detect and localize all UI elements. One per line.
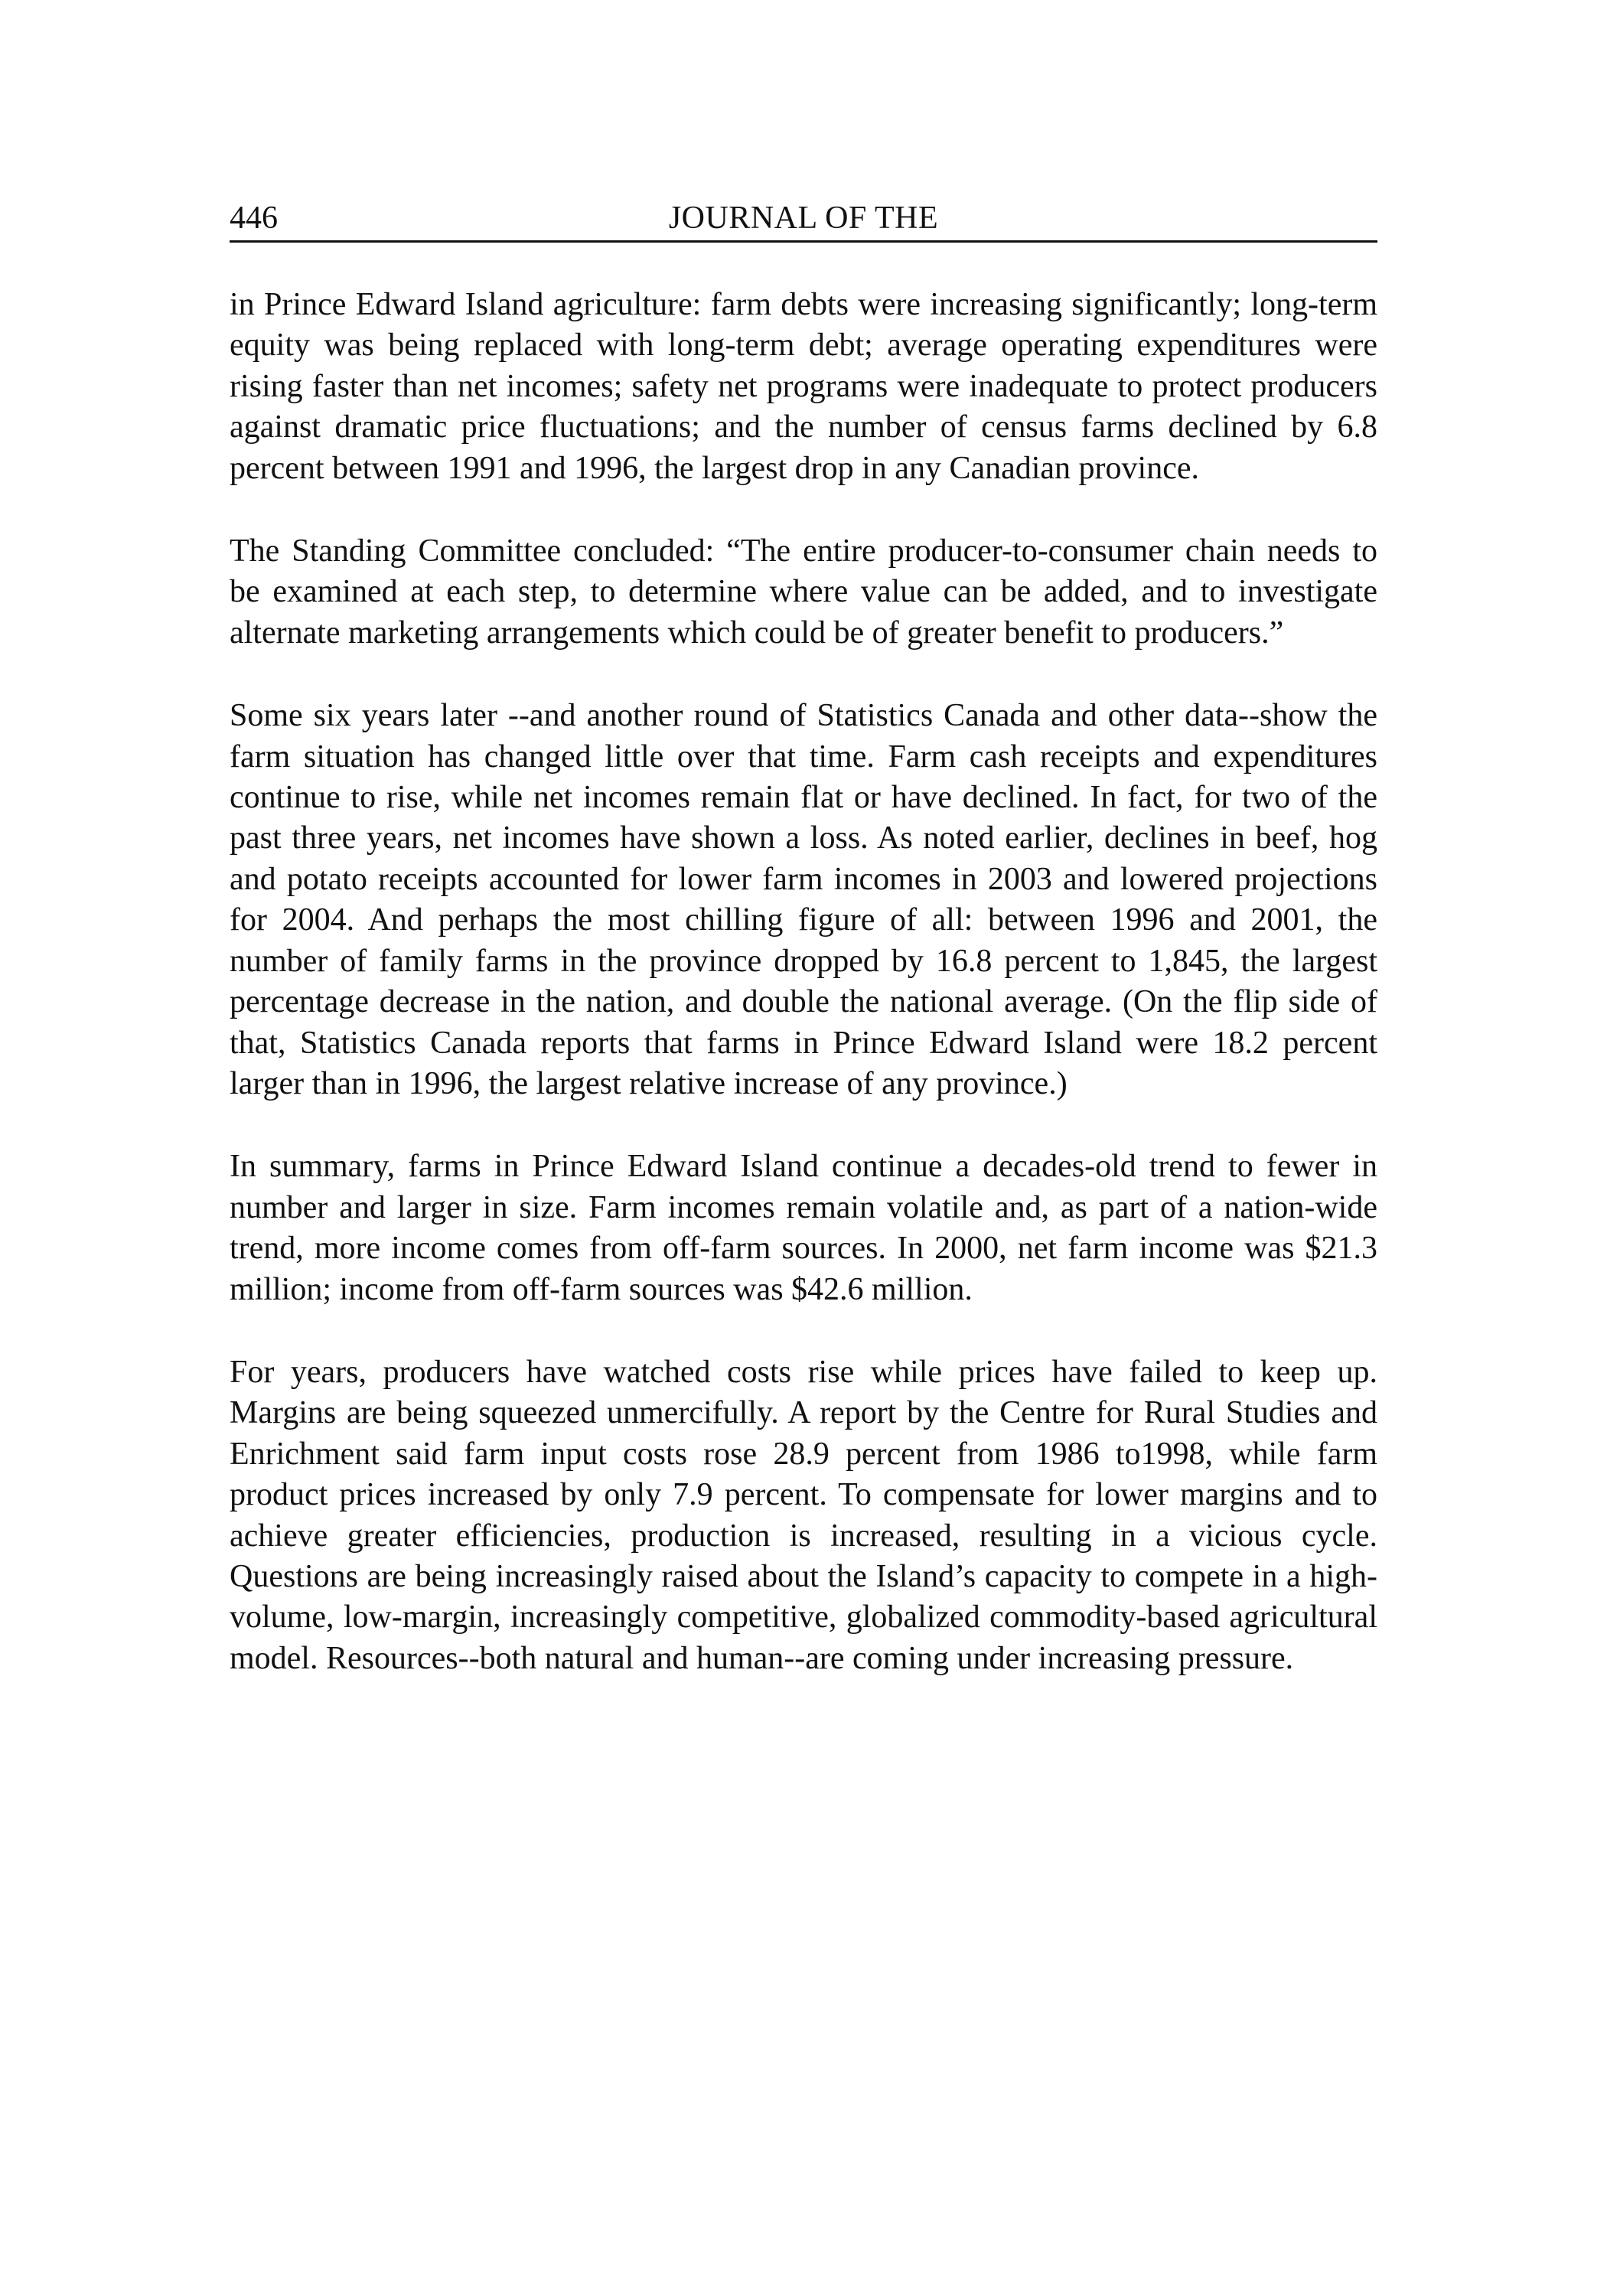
paragraph-3: Some six years later --and another round of Statistics Canada and other data--show the farm situation has changed little over that time. Farm cash receipts and expenditures continue to rise, while net incomes remain flat or have declined. In fact, for two of the past three years, net incomes have shown a loss. As noted earlier, declines in beef, hog and potato receipts accounted for lower farm incomes in 2003 and lowered projections for 2004. And perhaps the most chilling figure of all: between 1996 and 2001, the number of family farms in the province dropped by 16.8 percent to 1,845, the largest percentage decrease in the nation, and double the national average. (On the flip side of that, Statistics Canada reports that farms in Prince Edward Island were 18.2 percent larger than in 1996, the largest relative increase of any province.) [230,698,1377,1101]
page-number: 446 [230,201,278,236]
running-head [230,196,1377,243]
body-text [230,285,1377,1721]
paragraph-5: For years, producers have watched costs rise while prices have failed to keep up. Margins are being squeezed unmercifully. A report by the Centre for Rural Studies and Enrichment said farm input costs rose 28.9 percent from 1986 to1998, while farm product prices increased by only 7.9 percent. To compensate for lower margins and to achieve greater efficiencies, production is increased, resulting in a vicious cycle. Questions are being increasingly raised about the Island’s capacity to compete in a high-volume, low-margin, increasingly competitive, globalized commodity-based agricultural model. Resources--both natural and human--are coming under increasing pressure. [230,1354,1377,1676]
running-title: JOURNAL OF THE [668,201,939,236]
paragraph-4: In summary, farms in Prince Edward Island continue a decades-old trend to fewer in number and larger in size. Farm incomes remain volatile and, as part of a nation-wide trend, more income comes from off-farm sources. In 2000, net farm income was $21.3 million; income from off-farm sources was $42.6 million. [230,1149,1377,1307]
paragraph-2: The Standing Committee concluded: “The entire producer-to-consumer chain needs to be examined at each step, to determine where value can be added, and to investigate alternate marketing arrangements which could be of greater benefit to producers.” [230,533,1377,651]
paragraph-1: in Prince Edward Island agriculture: farm debts were increasing significantly; long-term equity was being replaced with long-term debt; average operating expenditures were rising faster than net incomes; safety net programs were inadequate to protect producers against dramatic price fluctuations; and the number of census farms declined by 6.8 percent between 1991 and 1996, the largest drop in any Canadian province. [230,287,1377,486]
